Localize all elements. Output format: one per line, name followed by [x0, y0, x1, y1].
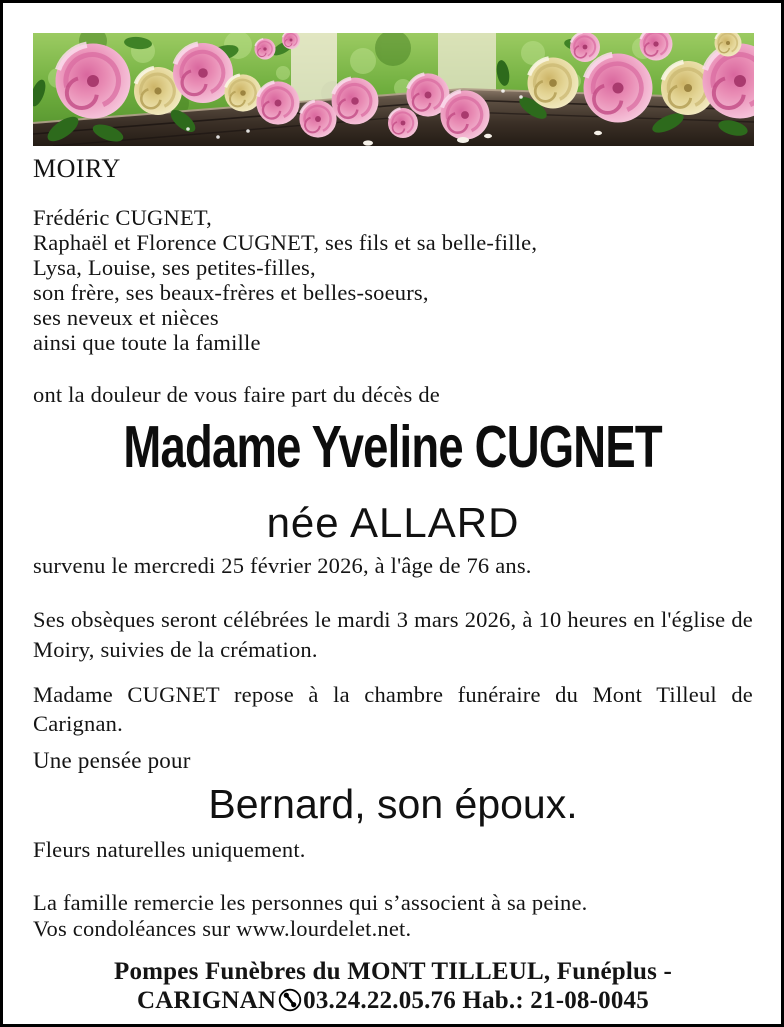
roses-banner-image — [33, 33, 754, 146]
flowers-note: Fleurs naturelles uniquement. — [33, 837, 306, 862]
family-line-6: ainsi que toute la famille — [33, 330, 261, 355]
location-heading: MOIRY — [33, 154, 121, 183]
family-line-4: son frère, ses beaux-frères et belles-soeurs, — [33, 280, 429, 305]
condolences-note: Vos condoléances sur www.lourdelet.net. — [33, 916, 412, 941]
family-line-1: Frédéric CUGNET, — [33, 205, 212, 230]
funeral-home-license: Hab.: 21-08-0045 — [462, 987, 649, 1014]
deceased-name-heading — [33, 412, 753, 498]
funeral-home-line2 — [33, 986, 753, 1015]
tribute-intro: Une pensée pour — [33, 748, 191, 773]
phone-icon — [278, 988, 302, 1012]
announcement-line: ont la douleur de vous faire part du décès de — [33, 382, 440, 407]
tribute-name: Bernard, son époux. — [208, 781, 578, 827]
deceased-name-text: Madame Yveline CUGNET — [123, 414, 663, 480]
maiden-name: née ALLARD — [266, 499, 520, 546]
family-line-3: Lysa, Louise, ses petites-filles, — [33, 255, 316, 280]
family-line-5: ses neveux et nièces — [33, 305, 219, 330]
death-notice-page — [3, 3, 781, 1015]
family-list — [33, 205, 753, 355]
family-line-2: Raphaël et Florence CUGNET, ses fils et sa belle-fille, — [33, 230, 538, 255]
thanks-note: La famille remercie les personnes qui s’associent à sa peine. — [33, 890, 588, 915]
repose-paragraph: Madame CUGNET repose à la chambre funéraire du Mont Tilleul de Carignan. — [33, 682, 753, 736]
funeral-home-line1: Pompes Funèbres du MONT TILLEUL, Funéplus - — [113, 958, 673, 985]
funeral-home-footer — [33, 957, 753, 1015]
funeral-home-phone: 03.24.22.05.76 — [303, 987, 456, 1014]
ceremony-paragraph: Ses obsèques seront célébrées le mardi 3 mars 2026, à 10 heures en l'église de Moiry, suivies de la crémation. — [33, 607, 753, 662]
death-details: survenu le mercredi 25 février 2026, à l'âge de 76 ans. — [33, 553, 532, 578]
funeral-home-place: CARIGNAN — [137, 987, 277, 1014]
roses-banner — [33, 33, 754, 146]
